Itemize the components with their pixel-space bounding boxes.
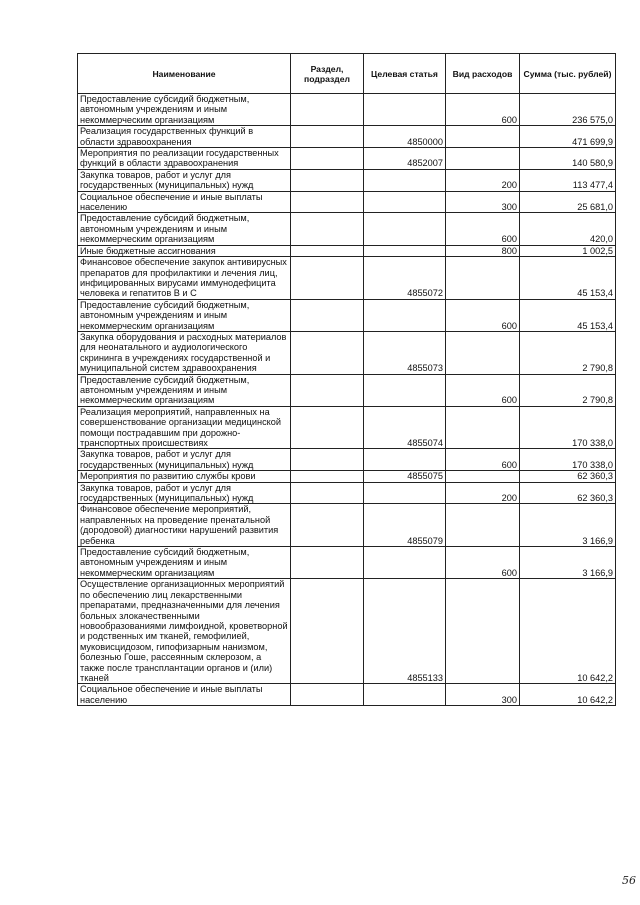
row-name-cell: Реализация мероприятий, направленных на совершенствование организации медицинской помощи пострадавшим при дорожно- транспортных происшествиях <box>78 406 291 449</box>
row-sum-cell: 62 360,3 <box>520 482 616 504</box>
row-sum-cell: 10 642,2 <box>520 684 616 706</box>
row-name-cell: Финансовое обеспечение мероприятий, направленных на проведение пренатальной (дородовой) диагностики нарушений развития ребенка <box>78 504 291 547</box>
table-row <box>78 482 616 504</box>
row-kind-cell: 300 <box>446 684 520 706</box>
row-target-cell: 4855072 <box>364 257 446 300</box>
row-target-cell <box>364 169 446 191</box>
row-section-cell <box>291 245 364 256</box>
row-kind-cell: 600 <box>446 94 520 126</box>
table-row <box>78 579 616 684</box>
row-name-cell: Реализация государственных функций в области здравоохранения <box>78 126 291 148</box>
row-section-cell <box>291 547 364 579</box>
row-sum-cell: 2 790,8 <box>520 374 616 406</box>
row-kind-cell: 600 <box>446 213 520 245</box>
row-target-cell <box>364 191 446 213</box>
row-section-cell <box>291 213 364 245</box>
table-row <box>78 257 616 300</box>
row-name-cell: Мероприятия по развитию службы крови <box>78 471 291 482</box>
header-kind: Вид расходов <box>446 54 520 94</box>
header-sum: Сумма (тыс. рублей) <box>520 54 616 94</box>
table-row <box>78 148 616 170</box>
table-row <box>78 169 616 191</box>
row-kind-cell <box>446 126 520 148</box>
row-target-cell <box>364 213 446 245</box>
table-row <box>78 331 616 374</box>
row-kind-cell: 600 <box>446 449 520 471</box>
row-kind-cell: 200 <box>446 169 520 191</box>
row-section-cell <box>291 94 364 126</box>
row-name-cell: Закупка товаров, работ и услуг для государственных (муниципальных) нужд <box>78 482 291 504</box>
row-target-cell: 4850000 <box>364 126 446 148</box>
row-section-cell <box>291 579 364 684</box>
header-target: Целевая статья <box>364 54 446 94</box>
row-kind-cell: 600 <box>446 299 520 331</box>
budget-table <box>77 53 616 706</box>
row-section-cell <box>291 148 364 170</box>
row-name-cell: Предоставление субсидий бюджетным, автономным учреждениям и иным некоммерческим организациям <box>78 547 291 579</box>
table-row <box>78 374 616 406</box>
table-row <box>78 504 616 547</box>
row-section-cell <box>291 191 364 213</box>
row-sum-cell: 140 580,9 <box>520 148 616 170</box>
header-row <box>78 54 616 94</box>
row-name-cell: Финансовое обеспечение закупок антивирусных препаратов для профилактики и лечения лиц, инфицированных вирусами иммунодефицита человека и гепатитов В и С <box>78 257 291 300</box>
row-name-cell: Социальное обеспечение и иные выплаты населению <box>78 684 291 706</box>
row-target-cell: 4855075 <box>364 471 446 482</box>
row-section-cell <box>291 471 364 482</box>
table-row <box>78 471 616 482</box>
row-target-cell <box>364 299 446 331</box>
header-name: Наименование <box>78 54 291 94</box>
row-section-cell <box>291 257 364 300</box>
table-row <box>78 213 616 245</box>
row-target-cell <box>364 482 446 504</box>
row-kind-cell: 600 <box>446 374 520 406</box>
row-name-cell: Предоставление субсидий бюджетным, автономным учреждениям и иным некоммерческим организациям <box>78 374 291 406</box>
row-kind-cell: 800 <box>446 245 520 256</box>
row-section-cell <box>291 482 364 504</box>
row-sum-cell: 62 360,3 <box>520 471 616 482</box>
row-target-cell <box>364 547 446 579</box>
row-section-cell <box>291 504 364 547</box>
row-target-cell <box>364 245 446 256</box>
row-sum-cell: 2 790,8 <box>520 331 616 374</box>
row-name-cell: Закупка оборудования и расходных материалов для неонатального и аудиологического скрининга в учреждениях государственной и муниципальной систем здравоохранения <box>78 331 291 374</box>
row-kind-cell <box>446 148 520 170</box>
table-row <box>78 191 616 213</box>
row-kind-cell: 600 <box>446 547 520 579</box>
row-kind-cell: 200 <box>446 482 520 504</box>
row-section-cell <box>291 126 364 148</box>
header-section: Раздел, подраздел <box>291 54 364 94</box>
table-row <box>78 245 616 256</box>
row-kind-cell <box>446 257 520 300</box>
row-sum-cell: 3 166,9 <box>520 547 616 579</box>
row-sum-cell: 170 338,0 <box>520 449 616 471</box>
row-kind-cell <box>446 504 520 547</box>
row-name-cell: Предоставление субсидий бюджетным, автономным учреждениям и иным некоммерческим организациям <box>78 299 291 331</box>
row-name-cell: Закупка товаров, работ и услуг для государственных (муниципальных) нужд <box>78 169 291 191</box>
row-name-cell: Закупка товаров, работ и услуг для государственных (муниципальных) нужд <box>78 449 291 471</box>
row-sum-cell: 25 681,0 <box>520 191 616 213</box>
table-row <box>78 94 616 126</box>
row-section-cell <box>291 299 364 331</box>
table-row <box>78 406 616 449</box>
table-row <box>78 299 616 331</box>
table-row <box>78 684 616 706</box>
row-kind-cell <box>446 406 520 449</box>
row-target-cell <box>364 449 446 471</box>
row-section-cell <box>291 684 364 706</box>
row-name-cell: Предоставление субсидий бюджетным, автономным учреждениям и иным некоммерческим организациям <box>78 94 291 126</box>
row-target-cell: 4855079 <box>364 504 446 547</box>
row-section-cell <box>291 331 364 374</box>
table-row <box>78 449 616 471</box>
row-target-cell: 4852007 <box>364 148 446 170</box>
row-sum-cell: 236 575,0 <box>520 94 616 126</box>
row-sum-cell: 113 477,4 <box>520 169 616 191</box>
row-section-cell <box>291 169 364 191</box>
row-target-cell <box>364 374 446 406</box>
row-sum-cell: 471 699,9 <box>520 126 616 148</box>
row-name-cell: Предоставление субсидий бюджетным, автономным учреждениям и иным некоммерческим организациям <box>78 213 291 245</box>
row-name-cell: Иные бюджетные ассигнования <box>78 245 291 256</box>
row-section-cell <box>291 374 364 406</box>
row-target-cell: 4855073 <box>364 331 446 374</box>
row-kind-cell <box>446 331 520 374</box>
row-sum-cell: 1 002,5 <box>520 245 616 256</box>
row-sum-cell: 3 166,9 <box>520 504 616 547</box>
page-number-mark: 56 <box>622 874 636 887</box>
row-sum-cell: 45 153,4 <box>520 299 616 331</box>
row-target-cell <box>364 684 446 706</box>
row-name-cell: Осуществление организационных мероприятий по обеспечению лиц лекарственными препаратами, предназначенными для лечения больных злокачественными новообразованиями лимфоидной, кроветворной и родственных им тканей, гемофилией, муковисцидозом, гипофизарным нанизмом, болезнью Гоше, рассеянным склерозом, а также после трансплантации органов и (или) тканей <box>78 579 291 684</box>
row-kind-cell <box>446 579 520 684</box>
row-target-cell: 4855133 <box>364 579 446 684</box>
row-sum-cell: 420,0 <box>520 213 616 245</box>
table-row <box>78 547 616 579</box>
row-section-cell <box>291 406 364 449</box>
row-kind-cell: 300 <box>446 191 520 213</box>
row-target-cell: 4855074 <box>364 406 446 449</box>
table-row <box>78 126 616 148</box>
row-sum-cell: 170 338,0 <box>520 406 616 449</box>
row-name-cell: Мероприятия по реализации государственных функций в области здравоохранения <box>78 148 291 170</box>
row-sum-cell: 10 642,2 <box>520 579 616 684</box>
row-section-cell <box>291 449 364 471</box>
row-target-cell <box>364 94 446 126</box>
row-kind-cell <box>446 471 520 482</box>
row-name-cell: Социальное обеспечение и иные выплаты населению <box>78 191 291 213</box>
row-sum-cell: 45 153,4 <box>520 257 616 300</box>
